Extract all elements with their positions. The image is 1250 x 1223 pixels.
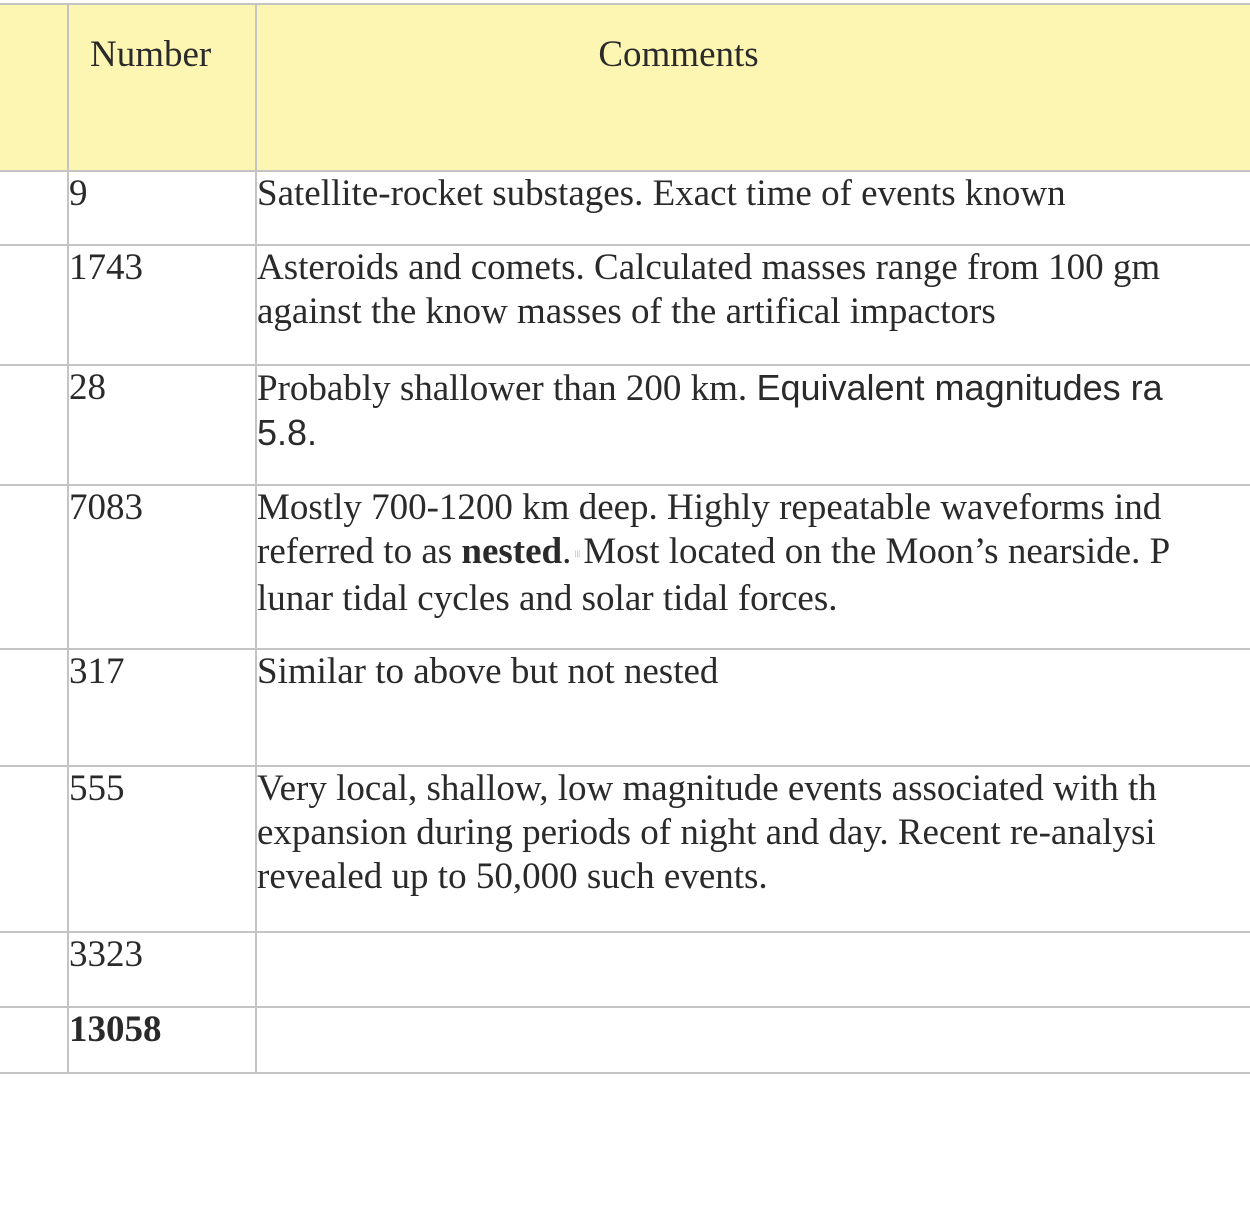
row-number-cell: 1743 — [68, 245, 256, 365]
row-comment-cell — [256, 766, 1250, 932]
table-row — [0, 245, 1250, 365]
row-type-cell — [0, 766, 68, 932]
row-comment-cell — [256, 485, 1250, 649]
header-type — [0, 4, 68, 171]
comment-line: lunar tidal cycles and solar tidal forces. — [257, 577, 838, 619]
header-comments-label: Comments — [598, 34, 759, 75]
comment-line: 5.8. — [257, 412, 318, 453]
row-number-cell: 555 — [68, 766, 256, 932]
row-comment-cell — [256, 245, 1250, 365]
row-type-cell — [0, 171, 68, 245]
row-comment-cell — [256, 932, 1250, 1007]
comment-line — [257, 366, 1250, 411]
table-header-row — [0, 4, 1250, 171]
row-number-cell: 28 — [68, 365, 256, 485]
row-type-cell — [0, 365, 68, 485]
row-comment-cell — [256, 649, 1250, 766]
resize-handle-mark: ||| — [574, 550, 581, 558]
comment-line: Mostly 700-1200 km deep. Highly repeatable waveforms ind — [257, 487, 1162, 528]
comment-line: Satellite-rocket substages. Exact time of events known — [257, 173, 1066, 214]
comment-line: against the know masses of the artifical impactors — [257, 291, 996, 332]
row-type-cell — [0, 245, 68, 365]
row-number-cell: 3323 — [68, 932, 256, 1007]
header-number: Number — [68, 4, 256, 171]
table-row — [0, 932, 1250, 1007]
table-row — [0, 649, 1250, 766]
row-number-cell: 9 — [68, 171, 256, 245]
row-type-cell — [0, 649, 68, 766]
table-row — [0, 365, 1250, 485]
row-comment-cell — [256, 365, 1250, 485]
header-comments — [256, 4, 1250, 171]
table-row — [0, 485, 1250, 649]
comment-period: . — [562, 531, 572, 572]
total-number-cell: 13058 — [68, 1007, 256, 1073]
moonquake-events-table — [0, 3, 1250, 1074]
row-comment-cell — [256, 171, 1250, 245]
row-type-cell — [0, 932, 68, 1007]
comment-bold-term: nested — [461, 531, 563, 572]
events-table-frame — [0, 3, 1250, 1074]
comment-text: Most located on the Moon’s nearside. P — [583, 531, 1171, 572]
comment-line: Asteroids and comets. Calculated masses range from 100 gm — [257, 247, 1161, 288]
row-number-cell: 7083 — [68, 485, 256, 649]
comment-text: referred to as — [257, 531, 462, 572]
comment-line: expansion during periods of night and day. Recent re-analysi — [257, 812, 1156, 853]
row-type-cell — [0, 1007, 68, 1073]
row-comment-cell — [256, 1007, 1250, 1073]
row-number-cell: 317 — [68, 649, 256, 766]
table-row — [0, 766, 1250, 932]
comment-line — [257, 530, 1250, 577]
comment-serif-text: Probably shallower than 200 km. — [257, 368, 757, 409]
comment-line: Similar to above but not nested — [257, 651, 719, 692]
row-type-cell — [0, 485, 68, 649]
table-total-row — [0, 1007, 1250, 1073]
comment-sans-text: Equivalent magnitudes ra — [756, 367, 1163, 408]
comment-line: revealed up to 50,000 such events. — [257, 856, 768, 897]
comment-line: Very local, shallow, low magnitude events associated with th — [257, 768, 1157, 809]
table-row — [0, 171, 1250, 245]
